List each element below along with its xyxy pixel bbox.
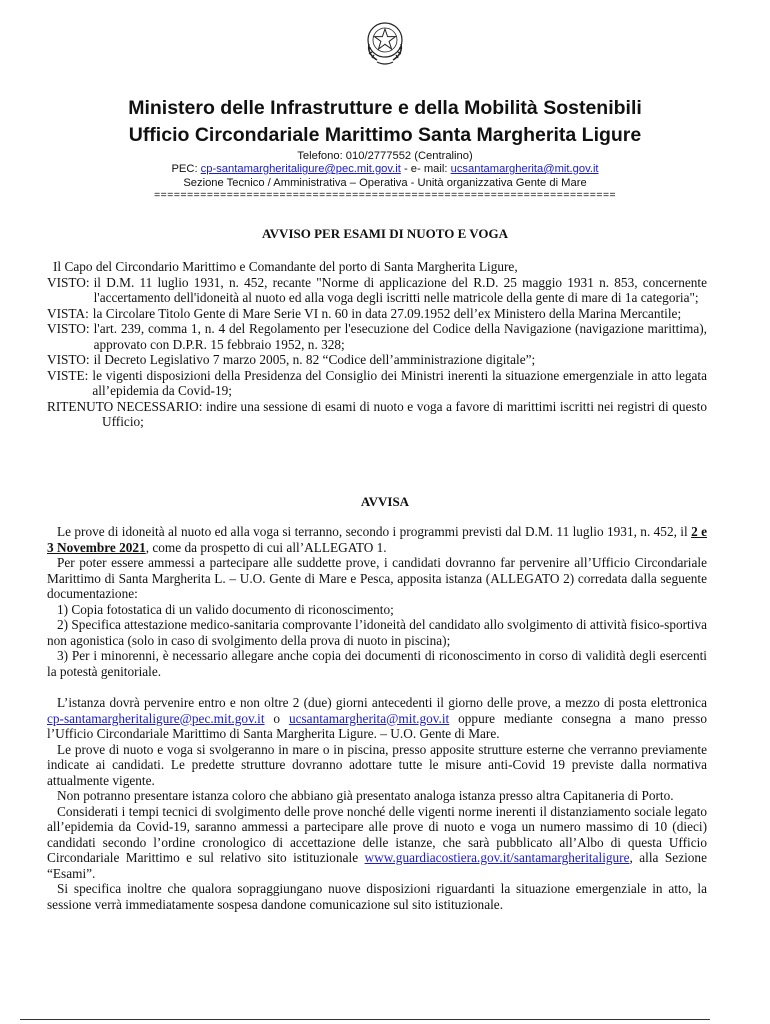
paragraph-submission bbox=[47, 695, 707, 742]
clause-text: il Decreto Legislativo 7 marzo 2005, n. 82 “Codice dell’amministrazione digitale”; bbox=[93, 352, 536, 367]
mail-email-link[interactable]: ucsantamargherita@mit.gov.it bbox=[288, 710, 450, 726]
contact-line bbox=[40, 163, 730, 176]
clause-label: VISTA: bbox=[47, 305, 89, 321]
paragraph-capacity bbox=[47, 804, 707, 882]
footer-divider bbox=[20, 1019, 710, 1020]
clause bbox=[47, 321, 707, 352]
p1-pre: Le prove di idoneità al nuoto ed alla voga si terranno, secondo i programmi previsti dal D.M. 11 luglio 1931, n. 452, il bbox=[57, 524, 692, 539]
p3-mid: o bbox=[264, 710, 289, 726]
clause-text: l'art. 239, comma 1, n. 4 del Regolamento per l'esecuzione del Codice della Navigazione (navigazione marittima), approvato con D.P.R. 15 febbraio 1952, n. 328; bbox=[93, 321, 707, 352]
clause-label: VISTE: bbox=[47, 367, 89, 383]
mail-label: - e- mail: bbox=[400, 163, 451, 175]
notice-title: AVVISO PER ESAMI DI NUOTO E VOGA bbox=[261, 226, 509, 241]
ritenuto-clause: RITENUTO NECESSARIO: indire una sessione di esami di nuoto e voga a favore di marittimi iscritti nei registri di questo Ufficio; bbox=[47, 398, 707, 429]
p6-pre: Considerati i tempi tecnici di svolgimento delle prove nonché delle vigenti norme inerenti il distanziamento sociale legato all’epidemia da Covid-19, saranno ammessi a partecipare alle prove di nuoto e voga un numero massimo di 10 (dieci) candidati secondo l’ordine cronologico di accettazione delle istanze, che sarà pubblicato all’Albo di questa Ufficio Circondariale Marittimo e sul relativo sito istituzionale bbox=[47, 803, 707, 865]
preamble bbox=[47, 259, 707, 430]
section-line: Sezione Tecnico / Amministrativa – Operativa - Unità organizzativa Gente di Mare bbox=[183, 177, 587, 189]
p6-post: , alla Sezione “Esami”. bbox=[47, 850, 707, 881]
paragraph-suspension: Si specifica inoltre che qualora sopraggiungano nuove disposizioni riguardanti la situazione emergenziale in atto, la sessione verrà immediatamente sospesa dandone comunicazione sul sito istituzionale. bbox=[47, 881, 707, 912]
list-item: 1) Copia fotostatica di un valido documento di riconoscimento; bbox=[57, 601, 394, 617]
clause bbox=[47, 275, 707, 306]
clause-label: VISTO: bbox=[47, 321, 90, 336]
website-link[interactable]: www.guardiacostiera.gov.it/santamargheritaligure bbox=[364, 850, 630, 865]
pec-label: PEC: bbox=[171, 163, 201, 175]
paragraph-application: Per poter essere ammessi a partecipare alle suddette prove, i candidati dovranno far pervenire all’Ufficio Circondariale Marittimo di Santa Margherita L. – U.O. Gente di Mare e Pesca, apposita istanza (ALLEGATO 2) corredata dalla seguente documentazione: bbox=[47, 555, 707, 601]
avvisa-heading: AVVISA bbox=[360, 494, 410, 509]
office-title: Ufficio Circondariale Marittimo Santa Margherita Ligure bbox=[128, 124, 642, 146]
pec-email-link[interactable]: cp-santamargheritaligure@pec.mit.gov.it bbox=[200, 163, 401, 175]
ministry-title: Ministero delle Infrastrutture e della Mobilità Sostenibili bbox=[128, 97, 642, 119]
paragraph-dates bbox=[47, 524, 707, 555]
paragraph-exclusion: Non potranno presentare istanza coloro che abbiano già presentato analoga istanza presso altra Capitaneria di Porto. bbox=[57, 788, 674, 803]
clause-text: il D.M. 11 luglio 1931, n. 452, recante "Norme di applicazione del R.D. 25 maggio 1931 n. 853, concernente l'accertamento dell'idoneità al nuoto ed alla voga degli iscritti nelle matricole della gente di mare di 1a categoria"; bbox=[93, 274, 707, 305]
intro-text: Il Capo del Circondario Marittimo e Comandante del porto di Santa Margherita Ligure, bbox=[53, 259, 518, 274]
list-item: 2) Specifica attestazione medico-sanitaria comprovante l’idoneità del candidato allo svolgimento di attività fisico-sportiva non agonistica (solo in caso di svolgimento della prova di nuoto in piscina); bbox=[47, 617, 707, 648]
italian-republic-emblem-icon bbox=[363, 18, 407, 68]
exam-dates: 2 e 3 Novembre 2021 bbox=[47, 524, 707, 555]
list-item: 3) Per i minorenni, è necessario allegare anche copia dei documenti di riconoscimento in corso di validità degli esercenti la potestà genitoriale. bbox=[47, 648, 707, 679]
clause-label: VISTO: bbox=[47, 274, 90, 290]
clause bbox=[47, 368, 707, 399]
clause-text: la Circolare Titolo Gente di Mare Serie VI n. 60 in data 27.09.1952 dell’ex Ministero della Marina Mercantile; bbox=[92, 305, 682, 321]
notice-body bbox=[47, 524, 707, 912]
p3-pre: L’istanza dovrà pervenire entro e non oltre 2 (due) giorni antecedenti il giorno delle prove, a mezzo di posta elettronica bbox=[57, 695, 707, 710]
paragraph-venue: Le prove di nuoto e voga si svolgeranno in mare o in piscina, presso apposite strutture esterne che verranno previamente indicate ai candidati. Le predette strutture dovranno adottare tutte le misure anti-Covid 19 previste dalla normativa attualmente vigente. bbox=[47, 741, 707, 788]
clause bbox=[47, 306, 707, 322]
mail-email-link[interactable]: ucsantamargherita@mit.gov.it bbox=[450, 163, 599, 175]
telephone-line: Telefono: 010/2777552 (Centralino) bbox=[297, 150, 473, 162]
p3-post: oppure mediante consegna a mano presso l’Ufficio Circondariale Marittimo di Santa Margherita Ligure. – U.O. Gente di Mare. bbox=[47, 710, 708, 741]
clause-text: le vigenti disposizioni della Presidenza del Consiglio dei Ministri inerenti la situazione emergenziale in atto legata all’epidemia da Covid-19; bbox=[92, 367, 707, 398]
pec-email-link[interactable]: cp-santamargheritaligure@pec.mit.gov.it bbox=[47, 710, 265, 726]
clause bbox=[47, 352, 707, 368]
separator-line: ====================================================================== bbox=[153, 190, 617, 202]
clause-label: VISTO: bbox=[47, 352, 90, 367]
p1-post: , come da prospetto di cui all’ALLEGATO 1. bbox=[145, 539, 387, 555]
